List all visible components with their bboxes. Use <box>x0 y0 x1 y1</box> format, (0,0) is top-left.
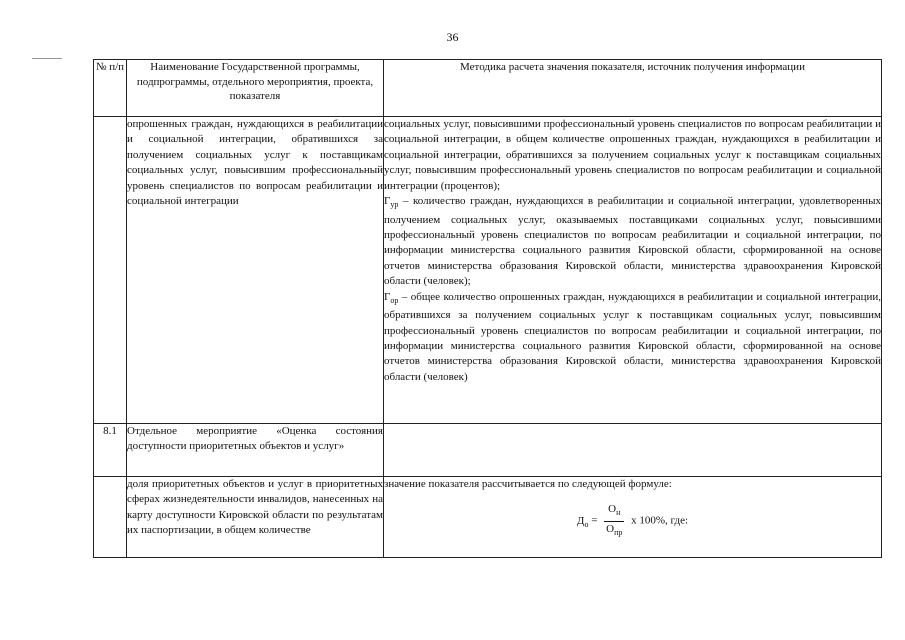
row1-method-p2: $Г_{ур}$ – количество граждан, нуждающихся в реабилитации и социальной интеграции, удовлетворенных получением социальных услуг, оказываемых поставщиками социальных услуг, повысившими профессиональный уровень специалистов по вопросам реабилитации и социальной интеграции, по информации министерства социального развития Кировской области, сформированной на основе отчетов министерства образования Кировской области, министерства здравоохранения Кировской области (человек); <box>384 195 881 288</box>
formula-equals: = <box>591 515 598 528</box>
table-row <box>94 117 882 424</box>
formula-fraction <box>604 502 624 540</box>
margin-mark <box>32 58 62 59</box>
row3-method <box>384 477 882 558</box>
row1-method-p1: социальных услуг, повысившими профессиональный уровень специалистов по вопросам реабилитации и социальной интеграции, в общем количестве опрошенных граждан, нуждающихся в реабилитации и социальной интеграции, обратившихся за получением социальных услуг к поставщикам социальных услуг, повысившим профессиональный уровень специалистов по вопросам реабилитации и социальной интеграции (процентов); <box>384 118 881 192</box>
var-gor: $Г_{ор}$ <box>384 290 399 305</box>
header-number: № п/п <box>94 60 127 117</box>
row3-number <box>94 477 127 558</box>
indicator-table <box>93 59 882 558</box>
row1-method <box>384 117 882 424</box>
table-row <box>94 424 882 477</box>
table-header-row <box>94 60 882 117</box>
page-number: 36 <box>446 30 459 44</box>
var-gur: $Г_{ур}$ <box>384 195 399 210</box>
row2-name: Отдельное мероприятие «Оценка состояния доступности приоритетных объектов и услуг» <box>127 424 384 477</box>
row2-method <box>384 424 882 477</box>
formula-tail: x 100%, где: <box>631 515 689 528</box>
row3-name: доля приоритетных объектов и услуг в приоритетных сферах жизнедеятельности инвалидов, нанесенных на карту доступности Кировской области по результатам их паспортизации, в общем количестве <box>127 477 384 558</box>
row2-number: 8.1 <box>94 424 127 477</box>
row1-method-p3: $Г_{ор}$ – общее количество опрошенных граждан, нуждающихся в реабилитации и социальной интеграции, обратившихся за получением социальных услуг к поставщикам социальных услуг, повысившим профессиональный уровень специалистов по вопросам реабилитации и социальной интеграции, по информации министерства социального развития Кировской области, сформированной на основе отчетов министерства образования Кировской области, министерства здравоохранения Кировской области (человек) <box>384 290 881 383</box>
row1-name: опрошенных граждан, нуждающихся в реабилитации и социальной интеграции, обратившихся за получением социальных услуг к поставщикам социальных услуг, повысившим профессиональный уровень специалистов по вопросам реабилитации и социальной интеграции <box>127 117 384 424</box>
formula-lhs: $Д_о$ <box>576 515 589 530</box>
row1-number <box>94 117 127 424</box>
formula <box>384 502 881 540</box>
header-method: Методика расчета значения показателя, источник получения информации <box>384 60 882 117</box>
formula-denominator: $О_{пр}$ <box>606 523 623 538</box>
header-name: Наименование Государственной программы, подпрограммы, отдельного мероприятия, проекта, показателя <box>127 60 384 117</box>
formula-numerator: $О_н$ <box>604 502 624 522</box>
table-row <box>94 477 882 558</box>
row3-method-intro: значение показателя рассчитывается по следующей формуле: <box>384 478 672 490</box>
